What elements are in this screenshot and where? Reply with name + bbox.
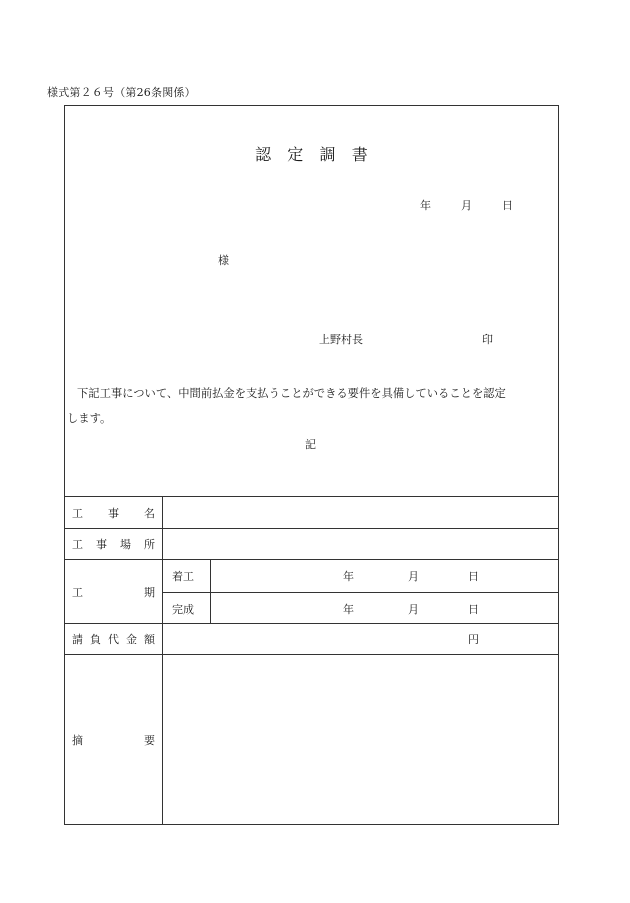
body-line-1: 下記工事について、中間前払金を支払うことができる要件を具備していることを認定 — [77, 387, 506, 400]
day-label: 日 — [502, 199, 513, 212]
start-label — [163, 560, 211, 592]
summary-label — [65, 655, 163, 825]
title-char: 認 — [255, 145, 272, 164]
title-char: 定 — [287, 145, 304, 164]
certificate-frame — [64, 105, 559, 825]
label-char: 額 — [144, 633, 155, 646]
completion-date-row — [163, 592, 558, 624]
month-label: 月 — [461, 199, 472, 212]
certificate-header — [65, 106, 558, 496]
row-summary — [65, 654, 558, 825]
row-work-name — [65, 496, 558, 528]
completion-day-label: 日 — [468, 602, 479, 616]
completion-year-label: 年 — [343, 602, 354, 616]
title-char: 書 — [351, 145, 368, 164]
start-year-label: 年 — [343, 570, 354, 583]
form-number: 様式第２６号（第26条関係） — [47, 86, 196, 99]
row-work-site — [65, 528, 558, 559]
label-char: 所 — [144, 538, 155, 551]
start-month-label: 月 — [408, 570, 419, 583]
issue-date — [420, 197, 513, 213]
document-title — [65, 142, 558, 165]
yen-unit: 円 — [468, 633, 479, 646]
label-char: 代 — [108, 633, 119, 646]
label-char: 要 — [144, 734, 155, 747]
row-contract-amount — [65, 623, 558, 654]
addressee-suffix: 様 — [218, 254, 229, 267]
completion-label — [163, 593, 211, 624]
label-char: 場 — [120, 538, 131, 551]
label-char: 負 — [90, 633, 101, 646]
completion-month-label: 月 — [408, 602, 419, 616]
work-period-label — [65, 560, 163, 623]
label-char: 工 — [72, 506, 83, 520]
label-char: 工 — [72, 538, 83, 551]
work-site-label — [65, 529, 163, 559]
label-char: 請 — [72, 633, 83, 646]
label-char: 事 — [96, 538, 107, 551]
start-day-label: 日 — [468, 570, 479, 583]
row-work-period — [65, 559, 558, 623]
label-char: 名 — [144, 506, 155, 520]
body-line-2: します。 — [67, 412, 112, 425]
start-date-row — [163, 560, 558, 592]
start-label-text: 着工 — [172, 570, 194, 583]
seal-mark: 印 — [482, 333, 493, 346]
label-char: 事 — [108, 506, 119, 520]
contract-amount-label — [65, 624, 163, 654]
body-text — [65, 381, 560, 431]
title-char: 調 — [319, 145, 336, 164]
year-label: 年 — [420, 199, 431, 212]
label-char: 摘 — [72, 734, 83, 747]
record-mark: 記 — [305, 438, 316, 451]
label-char: 金 — [126, 633, 137, 646]
issuer-name: 上野村長 — [319, 333, 363, 346]
label-char: 工 — [72, 585, 83, 599]
work-name-label — [65, 497, 163, 528]
completion-label-text: 完成 — [172, 602, 194, 616]
label-char: 期 — [144, 585, 155, 599]
